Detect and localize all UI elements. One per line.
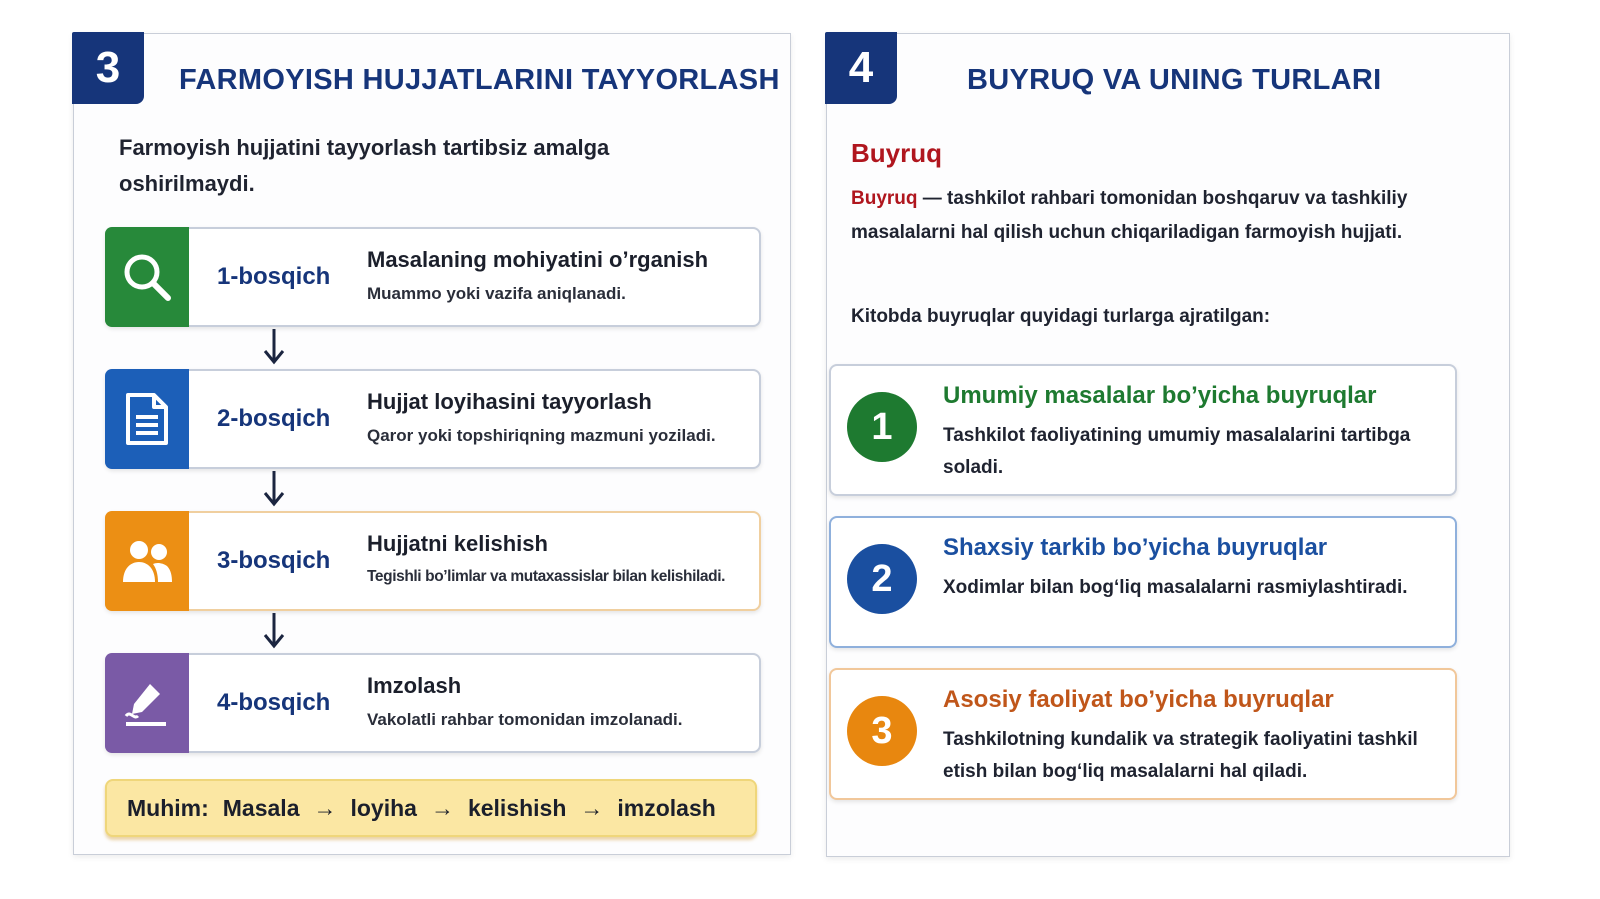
order-type-card-3 xyxy=(829,668,1457,800)
arrow-down-icon xyxy=(262,327,286,367)
section-3-panel xyxy=(73,33,791,855)
intro-text: Farmoyish hujjatini tayyorlash tartibsiz amalga oshirilmaydi. xyxy=(119,135,610,196)
arrow-right-icon: → xyxy=(580,794,604,821)
order-type-title: Shaxsiy tarkib bo’yicha buyruqlar xyxy=(943,534,1328,561)
step-card-3 xyxy=(105,511,761,611)
arrow-down-icon xyxy=(262,611,286,651)
order-type-description: Tashkilot faoliyatining umumiy masalalarini tartibga soladi. xyxy=(943,425,1411,478)
step-title: Imzolash xyxy=(367,673,462,698)
section-number-badge: 4 xyxy=(825,32,897,104)
step-title: Hujjat loyihasini tayyorlash xyxy=(367,389,652,414)
buyruq-definition xyxy=(851,182,1481,250)
step-title: Masalaning mohiyatini o’rganish xyxy=(367,247,709,272)
number-badge: 3 xyxy=(847,696,917,766)
section-title: FARMOYISH HUJJATLARINI TAYYORLASH xyxy=(179,64,780,96)
signature-icon xyxy=(105,653,189,753)
search-icon xyxy=(105,227,189,327)
muhim-label: Muhim: xyxy=(127,794,209,821)
document-icon xyxy=(105,369,189,469)
arrow-right-icon: → xyxy=(430,794,454,821)
step-card-1 xyxy=(105,227,761,327)
step-label: 4-bosqich xyxy=(217,689,331,716)
definition-term: Buyruq xyxy=(851,188,918,209)
step-description: Qaror yoki topshiriqning mazmuni yoziladi. xyxy=(367,426,716,445)
definition-text: — tashkilot rahbari tomonidan boshqaruv va tashkiliy masalalarni hal qilish uchun chiqariladigan farmoyish hujjati. xyxy=(851,188,1408,243)
order-type-title: Asosiy faoliyat bo’yicha buyruqlar xyxy=(943,686,1334,713)
muhim-summary xyxy=(105,779,757,837)
users-icon xyxy=(105,511,189,611)
section-number-badge: 3 xyxy=(72,32,144,104)
number-badge: 1 xyxy=(847,392,917,462)
step-card-2 xyxy=(105,369,761,469)
sequence-item: kelishish xyxy=(467,794,567,821)
sequence-item: imzolash xyxy=(617,794,716,821)
step-label: 3-bosqich xyxy=(217,547,331,574)
step-description: Tegishli bo’limlar va mutaxassislar bilan kelishiladi. xyxy=(367,568,726,585)
step-description: Vakolatli rahbar tomonidan imzolanadi. xyxy=(367,710,683,729)
step-card-4 xyxy=(105,653,761,753)
step-label: 2-bosqich xyxy=(217,405,331,432)
order-type-description: Xodimlar bilan bog‘liq masalalarni rasmiylashtiradi. xyxy=(943,577,1408,598)
sequence-item: loyiha xyxy=(350,794,417,821)
order-type-title: Umumiy masalalar bo’yicha buyruqlar xyxy=(943,382,1377,409)
order-type-description: Tashkilotning kundalik va strategik faoliyatini tashkil etish bilan bog‘liq masalalarni hal qiladi. xyxy=(943,729,1418,782)
number-badge: 2 xyxy=(847,544,917,614)
step-label: 1-bosqich xyxy=(217,263,331,290)
arrow-down-icon xyxy=(262,469,286,509)
buyruq-heading: Buyruq xyxy=(851,138,942,168)
order-type-card-2 xyxy=(829,516,1457,648)
types-intro: Kitobda buyruqlar quyidagi turlarga ajratilgan: xyxy=(851,306,1271,327)
step-title: Hujjatni kelishish xyxy=(367,531,548,556)
step-description: Muammo yoki vazifa aniqlanadi. xyxy=(367,284,626,303)
arrow-right-icon: → xyxy=(313,794,337,821)
section-title: BUYRUQ VA UNING TURLARI xyxy=(967,64,1382,96)
order-type-card-1 xyxy=(829,364,1457,496)
sequence-item: Masala xyxy=(222,794,300,821)
section-4-panel xyxy=(826,33,1510,857)
